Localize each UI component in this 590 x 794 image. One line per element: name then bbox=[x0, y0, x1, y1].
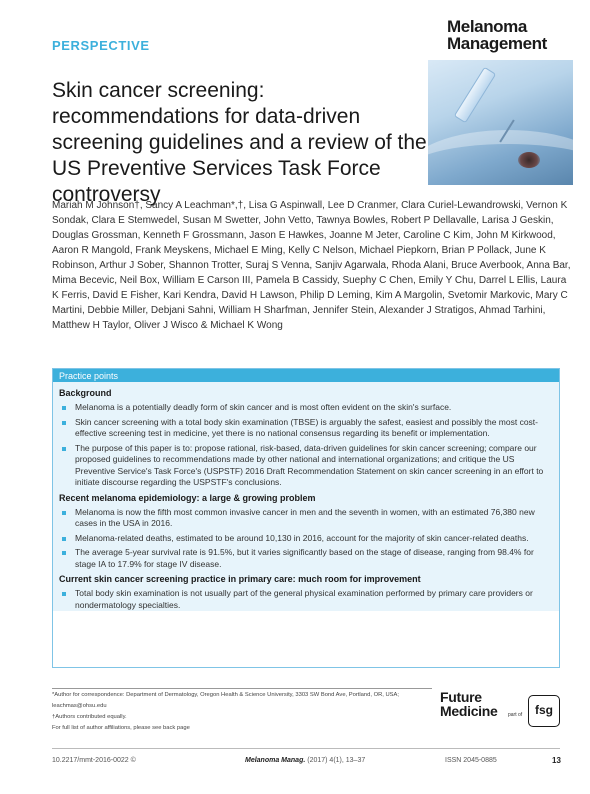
footer-doi: 10.2217/mmt-2016-0022 © bbox=[52, 757, 136, 764]
future-medicine-logo bbox=[440, 690, 498, 718]
footer-divider bbox=[52, 748, 560, 749]
cover-syringe-icon bbox=[454, 67, 497, 124]
section-label: PERSPECTIVE bbox=[52, 38, 150, 53]
journal-title-line2: Management bbox=[447, 34, 547, 53]
list-item: The purpose of this paper is to: propose rational, risk-based, data-driven guidelines for skin cancer screening; compare our proposed guidelines to recommendations made by other national and international organizations; and critique the US Preventive Service's Task Force's (USPSTF) 2016 Draft Recommendation Statement on skin cancer screening in an effort to initiate discourse regarding the USPSTF's conclusions. bbox=[59, 443, 553, 489]
article-title: Skin cancer screening: recommendations for data-driven screening guidelines and a review of the US Preventive Services Task Force controversy bbox=[52, 79, 427, 206]
fsg-logo: fsg bbox=[528, 695, 560, 727]
equal-contribution-note: †Authors contributed equally. bbox=[52, 714, 127, 720]
journal-title bbox=[447, 18, 547, 52]
practice-points-header: Practice points bbox=[53, 369, 559, 382]
list-item: Melanoma is a potentially deadly form of skin cancer and is most often evident on the skin's surface. bbox=[59, 402, 553, 414]
footer-citation-volume: (2017) 4(1), 13–37 bbox=[305, 757, 366, 764]
author-list: Mariah M Johnson†, Sancy A Leachman*,†, Lisa G Aspinwall, Lee D Cranmer, Clara Curiel-Lewandrowski, Vernon K Sondak, Clara E Stemwedel, Susan M Swetter, John Vetto, Tawnya Bowles, Robert P Dellavalle, Larisa J Geskin, Douglas Grossman, Kenneth F Grossmann, Jason E Hawkes, Joanne M Jeter, Caroline C Kim, John M Kirkwood, Aaron R Mangold, Frank Meyskens, Michael E Ming, Kelly C Nelson, Michael Piepkorn, Brian P Pollack, June K Robinson, Arthur J Sober, Shannon Trotter, Suraj S Venna, Sanjiv Agarwala, Rhoda Alani, Bruce Averbook, Anna Bar, Mima Becevic, Neil Box, William E Carson III, Pamela B Cassidy, Suephy C Chen, Emily Y Chu, Darrel L Ellis, Laura K Ferris, David E Fisher, Kari Kendra, David H Lawson, Philip D Leming, Kim A Margolin, Svetomir Markovic, Mary C Martini, Debbie Miller, Debjani Sahni, William H Sharfman, Jennifer Stein, Alexander J Stratigos, Ahmad Tarhini, Matthew H Taylor, Oliver J Wisco & Michael K Wong bbox=[52, 200, 571, 331]
footer-citation bbox=[245, 757, 365, 764]
correspondence-email[interactable]: leachmas@ohsu.edu bbox=[52, 703, 107, 709]
future-medicine-logo-line1: Future bbox=[440, 689, 482, 705]
pp-heading-background: Background bbox=[59, 388, 112, 398]
page-number: 13 bbox=[552, 756, 561, 765]
pp-list-background bbox=[59, 402, 553, 489]
part-of-label: part of bbox=[508, 712, 523, 718]
pp-heading-screening-practice: Current skin cancer screening practice in primary care: much room for improvement bbox=[59, 574, 421, 584]
future-medicine-logo-line2: Medicine bbox=[440, 703, 498, 719]
correspondence-note: *Author for correspondence: Department of Dermatology, Oregon Health & Science University, 3303 SW Bond Ave, Portland, OR, USA; bbox=[52, 692, 400, 698]
footnotes bbox=[52, 690, 452, 734]
footer-citation-journal: Melanoma Manag. bbox=[245, 757, 306, 764]
practice-points-body bbox=[53, 382, 559, 611]
footer-issn: ISSN 2045-0885 bbox=[445, 757, 497, 764]
pp-heading-epidemiology: Recent melanoma epidemiology: a large & growing problem bbox=[59, 492, 316, 503]
journal-cover-image bbox=[428, 60, 573, 185]
footnote-divider bbox=[52, 688, 432, 689]
cover-lesion-icon bbox=[518, 152, 540, 168]
list-item: Melanoma is now the fifth most common invasive cancer in men and the seventh in women, with an estimated 76,380 new cases in the USA in 2016. bbox=[59, 507, 553, 530]
list-item: The average 5-year survival rate is 91.5%, but it varies significantly based on the stage of disease, ranging from 98.4% for stage IA to 17.9% for stage IV disease. bbox=[59, 547, 553, 570]
list-item: Skin cancer screening with a total body skin examination (TBSE) is arguably the safest, easiest and possibly the most cost-effective screening test in medicine, yet there is no national consensus regarding its benefit or implementation. bbox=[59, 417, 553, 440]
pp-list-screening-practice bbox=[59, 588, 553, 611]
list-item: Total body skin examination is not usually part of the general physical examination performed by primary care providers or nondermatology specialties. bbox=[59, 588, 553, 611]
journal-title-line1: Melanoma bbox=[447, 17, 527, 36]
practice-points-box bbox=[52, 368, 560, 668]
list-item: Melanoma-related deaths, estimated to be around 10,130 in 2016, account for the majority of skin cancer-related deaths. bbox=[59, 533, 553, 545]
pp-list-epidemiology bbox=[59, 507, 553, 571]
affiliations-note: For full list of author affiliations, please see back page bbox=[52, 725, 190, 731]
